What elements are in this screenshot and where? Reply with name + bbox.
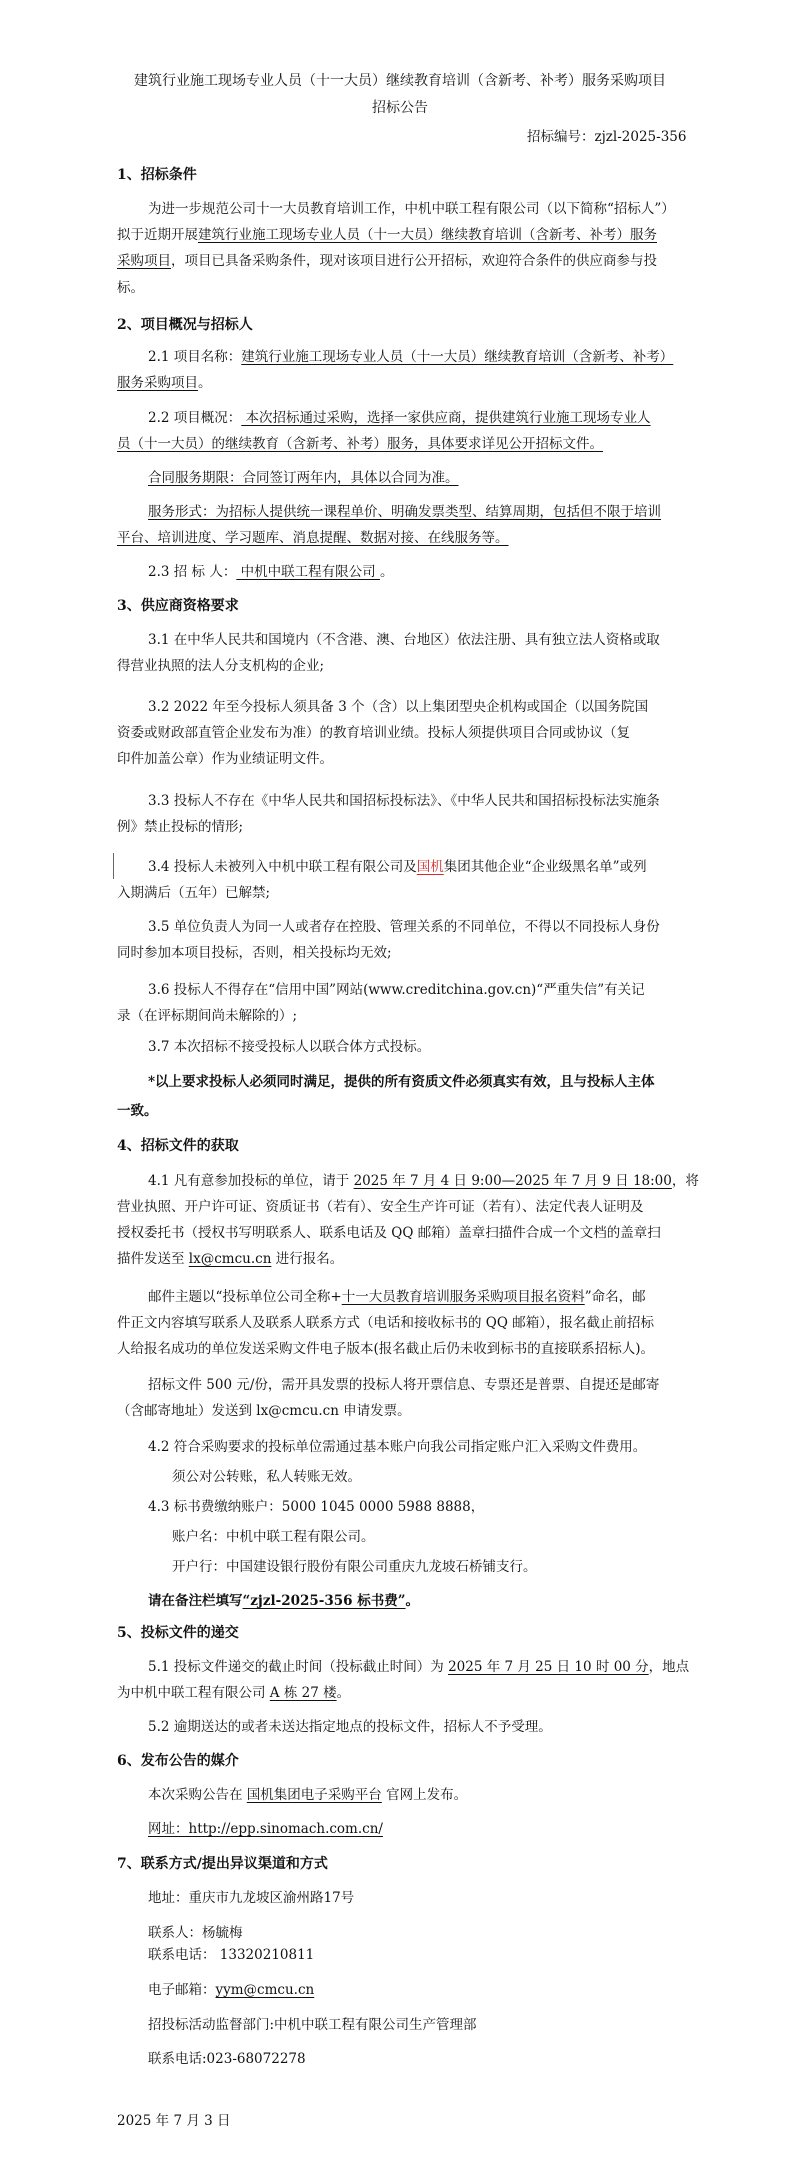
req-3-6-cont: 录（在评标期间尚未解除的）; bbox=[117, 1008, 298, 1024]
label: 电子邮箱： bbox=[148, 1982, 216, 1998]
req-3-2-cont2: 印件加盖公章）作为业绩证明文件。 bbox=[117, 751, 333, 767]
contact-address: 地址：重庆市九龙坡区渝州路17号 bbox=[148, 1890, 355, 1906]
text: ，地点 bbox=[648, 1659, 690, 1675]
text: 官网上发布。 bbox=[381, 1787, 468, 1803]
contact-phone: 联系电话： 13320210811 bbox=[148, 1947, 315, 1963]
obtain-4-1-cont3 bbox=[117, 1250, 343, 1268]
bid-number: 招标编号：zjzl-2025-356 bbox=[527, 129, 687, 145]
project-name-value: 建筑行业施工现场专业人员（十一大员）继续教育培训（含新考、补考） bbox=[241, 349, 674, 365]
req-note: *以上要求投标人必须同时满足，提供的所有资质文件必须真实有效，且与投标人主体 bbox=[148, 1074, 655, 1090]
section-6-heading: 6、发布公告的媒介 bbox=[117, 1753, 239, 1769]
email-subject-rule bbox=[148, 1288, 646, 1306]
req-3-2: 3.2 2022 年至今投标人须具备 3 个（含）以上集团型央企机构或国企（以国务院国 bbox=[148, 699, 649, 715]
s1-line-1: 为进一步规范公司十一大员教育培训工作，中机中联工程有限公司（以下简称“招标人”） bbox=[148, 201, 675, 217]
section-2-heading: 2、项目概况与招标人 bbox=[117, 317, 253, 333]
label: 2.3 招 标 人： bbox=[148, 564, 237, 580]
req-3-5: 3.5 单位负责人为同一人或者存在控股、管理关系的不同单位，不得以不同投标人身份 bbox=[148, 919, 660, 935]
section-7-heading: 7、联系方式/提出异议渠道和方式 bbox=[117, 1856, 328, 1872]
text: 。 bbox=[405, 1593, 420, 1609]
s2-project-name-cont bbox=[117, 374, 212, 392]
obtain-4-3: 4.3 标书费缴纳账户：5000 1045 0000 5988 8888， bbox=[148, 1499, 485, 1515]
punct: 。 bbox=[198, 375, 212, 391]
tenderer-value: 中机中联工程有限公司 bbox=[236, 564, 380, 580]
label: 2.1 项目名称： bbox=[148, 349, 242, 365]
text: 描件发送至 bbox=[117, 1251, 189, 1267]
text: 5.1 投标文件递交的截止时间（投标截止时间）为 bbox=[148, 1659, 449, 1675]
text: 邮件主题以“投标单位公司全称+ bbox=[148, 1289, 342, 1305]
text: ，将 bbox=[671, 1173, 699, 1189]
text: 。 bbox=[336, 1685, 351, 1701]
contact-person: 联系人：杨毓梅 bbox=[148, 1925, 243, 1941]
s2-overview-cont: 员（十一大员）的继续教育（含新考、补考）服务，具体要求详见公开招标文件。 bbox=[117, 436, 603, 452]
obtain-4-1 bbox=[148, 1172, 699, 1190]
obtain-4-2: 4.2 符合采购要求的投标单位需通过基本账户向我公司指定账户汇入采购文件费用。 bbox=[148, 1439, 647, 1455]
section-4-heading: 4、招标文件的获取 bbox=[117, 1138, 239, 1154]
contact-email-link[interactable]: yym@cmcu.cn bbox=[215, 1982, 315, 1998]
req-3-6: 3.6 投标人不得存在“信用中国”网站(www.creditchina.gov.cn)“严重失信”有关记 bbox=[148, 982, 645, 998]
email-subject: 十一大员教育培训服务采购项目报名资料 bbox=[341, 1289, 585, 1305]
text: 为中机中联工程有限公司 bbox=[117, 1685, 270, 1701]
s1-line-4: 标。 bbox=[117, 280, 144, 296]
revision-mark bbox=[113, 853, 114, 879]
registration-email-link[interactable]: lx@cmcu.cn bbox=[188, 1251, 272, 1267]
overview-value: 本次招标通过采购，选择一家供应商，提供建筑行业施工现场专业人 bbox=[241, 410, 651, 426]
highlighted-text: 国机 bbox=[416, 859, 444, 875]
req-3-4 bbox=[148, 858, 647, 876]
deadline: 2025 年 7 月 25 日 10 时 00 分 bbox=[448, 1659, 649, 1675]
fee-info: 招标文件 500 元/份，需开具发票的投标人将开票信息、专票还是普票、自提还是邮寄 bbox=[148, 1377, 660, 1393]
project-name-value-cont: 服务采购项目 bbox=[117, 375, 198, 391]
section-5-heading: 5、投标文件的递交 bbox=[117, 1625, 239, 1641]
project-name-link-cont: 采购项目 bbox=[117, 253, 171, 269]
text: 3.4 投标人未被列入中机中联工程有限公司及 bbox=[148, 859, 417, 875]
text: 本次采购公告在 bbox=[148, 1787, 247, 1803]
s1-text: 拟于近期开展 bbox=[117, 227, 198, 243]
registration-period: 2025 年 7 月 4 日 9:00—2025 年 7 月 9 日 18:00 bbox=[353, 1173, 672, 1189]
bank-name: 开户行：中国建设银行股份有限公司重庆九龙坡石桥铺支行。 bbox=[172, 1559, 537, 1575]
issue-date: 2025 年 7 月 3 日 bbox=[117, 2113, 231, 2129]
obtain-4-2-note: 须公对公转账，私人转账无效。 bbox=[172, 1469, 361, 1485]
req-3-4-cont: 入期满后（五年）已解禁; bbox=[117, 885, 271, 901]
obtain-4-1-cont2: 授权委托书（授权书写明联系人、联系电话及 QQ 邮箱）盖章扫描件合成一个文档的盖章扫 bbox=[117, 1225, 661, 1241]
s2-service-form: 服务形式：为招标人提供统一课程单价、明确发票类型、结算周期，包括但不限于培训 bbox=[148, 504, 661, 520]
s2-tenderer bbox=[148, 563, 393, 581]
req-3-1-cont: 得营业执照的法人分支机构的企业; bbox=[117, 658, 325, 674]
document-title: 建筑行业施工现场专业人员（十一大员）继续教育培训（含新考、补考）服务采购项目 bbox=[134, 73, 666, 89]
s2-project-name bbox=[148, 348, 673, 366]
text: 进行报名。 bbox=[271, 1251, 344, 1267]
req-3-7: 3.7 本次招标不接受投标人以联合体方式投标。 bbox=[148, 1039, 431, 1055]
platform-name: 国机集团电子采购平台 bbox=[246, 1787, 382, 1803]
account-name: 账户名：中机中联工程有限公司。 bbox=[172, 1529, 375, 1545]
req-3-3: 3.3 投标人不存在《中华人民共和国招标投标法》、《中华人民共和国招标投标法实施条 bbox=[148, 793, 660, 809]
document-subtitle: 招标公告 bbox=[372, 100, 428, 116]
website-link[interactable]: 网址：http://epp.sinomach.com.cn/ bbox=[148, 1821, 383, 1837]
s2-service-form-cont: 平台、培训进度、学习题库、消息提醒、数据对接、在线服务等。 bbox=[117, 530, 509, 546]
contact-email bbox=[148, 1981, 314, 1999]
text: 4.1 凡有意参加投标的单位，请于 bbox=[148, 1173, 354, 1189]
text: ”命名，邮 bbox=[584, 1289, 646, 1305]
req-3-1: 3.1 在中华人民共和国境内（不含港、澳、台地区）依法注册、具有独立法人资格或取 bbox=[148, 632, 660, 648]
req-note-cont: 一致。 bbox=[117, 1103, 158, 1119]
text: 请在备注栏填写 bbox=[148, 1593, 243, 1609]
text: 集团其他企业“企业级黑名单”或列 bbox=[443, 859, 647, 875]
req-3-5-cont: 同时参加本项目投标，否则，相关投标均无效; bbox=[117, 945, 392, 961]
submit-5-1-cont bbox=[117, 1684, 350, 1702]
s1-line-2 bbox=[117, 226, 657, 244]
section-1-heading: 1、招标条件 bbox=[117, 167, 197, 183]
obtain-4-1-cont: 营业执照、开户许可证、资质证书（若有）、安全生产许可证（若有）、法定代表人证明及 bbox=[117, 1199, 644, 1215]
project-name-link: 建筑行业施工现场专业人员（十一大员）继续教育培训（含新考、补考）服务 bbox=[198, 227, 657, 243]
location: A 栋 27 楼 bbox=[269, 1685, 337, 1701]
fee-info-cont: （含邮寄地址）发送到 lx@cmcu.cn 申请发票。 bbox=[117, 1403, 411, 1419]
email-subject-rule-cont2: 人给报名成功的单位发送采购文件电子版本(报名截止后仍未收到标书的直接联系招标人)。 bbox=[117, 1341, 655, 1357]
s1-line-3 bbox=[117, 252, 657, 270]
remark-value: “zjzl-2025-356 标书费” bbox=[242, 1593, 406, 1609]
s2-overview bbox=[148, 409, 651, 427]
punct: 。 bbox=[379, 564, 394, 580]
label: 2.2 项目概况： bbox=[148, 410, 242, 426]
supervision-phone: 联系电话:023-68072278 bbox=[148, 2051, 306, 2067]
s1-text: ，项目已具备采购条件，现对该项目进行公开招标，欢迎符合条件的供应商参与投 bbox=[171, 253, 657, 269]
remark-instruction bbox=[148, 1592, 419, 1610]
req-3-3-cont: 例》禁止投标的情形; bbox=[117, 819, 244, 835]
submit-5-1 bbox=[148, 1658, 689, 1676]
submit-5-2: 5.2 逾期送达的或者未送达指定地点的投标文件，招标人不予受理。 bbox=[148, 1719, 552, 1735]
section-3-heading: 3、供应商资格要求 bbox=[117, 598, 239, 614]
s2-service-period: 合同服务期限：合同签订两年内，具体以合同为准。 bbox=[148, 470, 459, 486]
media-line bbox=[148, 1786, 467, 1804]
req-3-2-cont: 资委或财政部直管企业发布为准）的教育培训业绩。投标人须提供项目合同或协议（复 bbox=[117, 725, 630, 741]
supervision-dept: 招投标活动监督部门:中机中联工程有限公司生产管理部 bbox=[148, 2017, 477, 2033]
email-subject-rule-cont: 件正文内容填写联系人及联系人联系方式（电话和接收标书的 QQ 邮箱），报名截止前招标 bbox=[117, 1315, 654, 1331]
